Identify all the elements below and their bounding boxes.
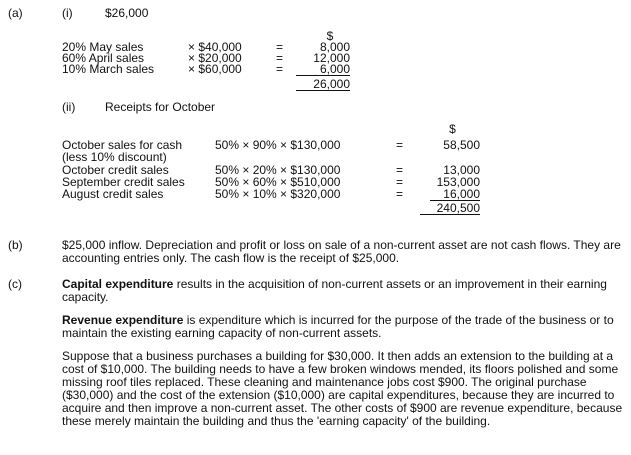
capital-expenditure-term: Capital expenditure xyxy=(62,277,174,291)
a-ii-row-val: 13,000 xyxy=(443,163,480,177)
a-ii-row-desc: (less 10% discount) xyxy=(62,150,167,164)
a-ii-row-calc: 50% × 60% × $510,000 xyxy=(215,175,341,189)
a-i-row-val: 12,000 xyxy=(313,51,350,65)
a-i-row-val: 8,000 xyxy=(319,40,350,54)
a-ii-row-eq: = xyxy=(396,187,404,201)
part-c-label: (c) xyxy=(8,277,22,291)
capital-expenditure-paragraph xyxy=(62,278,624,304)
a-ii-total: 240,500 xyxy=(420,203,480,215)
a-ii-row-eq: = xyxy=(396,175,404,189)
a-ii-row-calc: 50% × 90% × $130,000 xyxy=(215,138,341,152)
a-ii-row-desc: October sales for cash xyxy=(62,138,183,152)
a-ii-row-calc: 50% × 10% × $320,000 xyxy=(215,187,341,201)
a-ii-row-val: 58,500 xyxy=(443,138,480,152)
capital-expenditure-definition: results in the acquisition of non-current assets or an improvement in their earning capacity. xyxy=(62,277,607,304)
a-i-row-eq: = xyxy=(276,51,284,65)
a-i-row-desc: 10% March sales xyxy=(62,62,155,76)
a-ii-row-calc: 50% × 20% × $130,000 xyxy=(215,163,341,177)
a-i-row-desc: 60% April sales xyxy=(62,51,145,65)
a-i-row-desc: 20% May sales xyxy=(62,40,144,54)
a-ii-row-desc: October credit sales xyxy=(62,163,169,177)
a-i-row-eq: = xyxy=(276,62,284,76)
a-ii-heading: Receipts for October xyxy=(105,100,216,114)
part-a-ii-label: (ii) xyxy=(62,100,76,114)
a-i-row-calc: × $40,000 xyxy=(188,40,242,54)
part-a-i-label: (i) xyxy=(62,6,73,20)
a-ii-dollar-header: $ xyxy=(449,122,456,136)
a-i-dollar-header: $ xyxy=(326,29,334,43)
a-ii-row-desc: August credit sales xyxy=(62,187,164,201)
a-i-row-eq: = xyxy=(276,40,284,54)
a-i-total: 26,000 xyxy=(296,79,350,91)
a-ii-row-eq: = xyxy=(396,163,404,177)
revenue-expenditure-definition: is expenditure which is incurred for the purpose of the trade of the business or to maintain the existing earning capacity of non-current assets. xyxy=(62,313,614,340)
part-b-label: (b) xyxy=(8,238,23,252)
revenue-expenditure-paragraph xyxy=(62,314,624,340)
a-ii-row-val: 16,000 xyxy=(430,189,480,201)
a-i-row-val: 6,000 xyxy=(296,64,350,76)
a-i-row-calc: × $60,000 xyxy=(188,62,242,76)
a-ii-row-val: 153,000 xyxy=(436,175,480,189)
part-b-text: $25,000 inflow. Depreciation and profit or loss on sale of a non-current asset are not cash flows. They are accounting entries only. The cash flow is the receipt of $25,000. xyxy=(62,238,621,265)
example-paragraph: Suppose that a business purchases a building for $30,000. It then adds an extension to the building at a cost of $10,000. The building needs to have a few broken windows mended, its floors polished and some missing roof tiles replaced. These cleaning and maintenance jobs cost $900. The original purchase ($30,000) and the cost of the extension ($10,000) are capital expenditures, because they are incurred to acquire and then improve a non-current asset. The other costs of $900 are revenue expenditure, because these merely maintain the building and thus the 'earning capacity' of the building. xyxy=(62,349,623,428)
part-a-i-answer: $26,000 xyxy=(105,6,149,20)
a-ii-row-desc: September credit sales xyxy=(62,175,185,189)
a-i-row-calc: × $20,000 xyxy=(188,51,242,65)
a-ii-row-eq: = xyxy=(396,138,404,152)
revenue-expenditure-term: Revenue expenditure xyxy=(62,313,184,327)
part-a-label: (a) xyxy=(8,6,23,20)
